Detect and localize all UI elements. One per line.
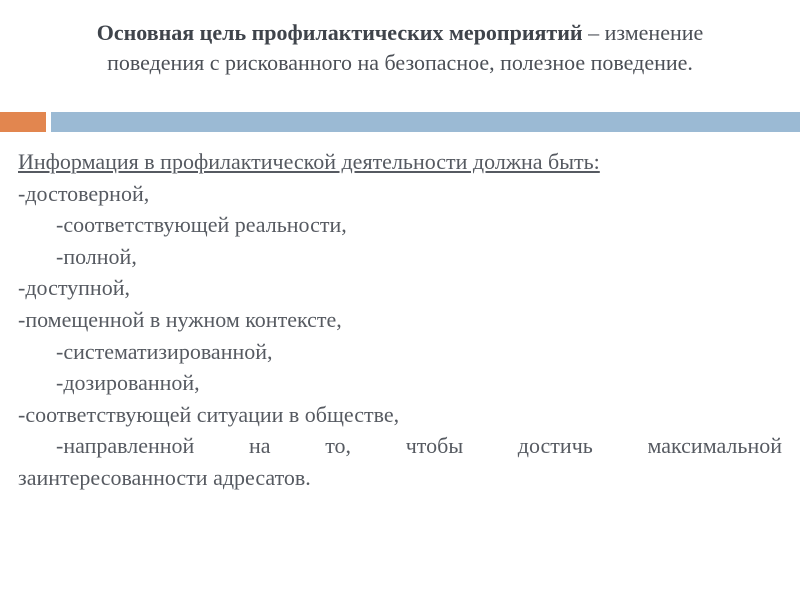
title-line-1	[20, 18, 780, 48]
list-item-directed-continuation: заинтересованности адресатов.	[18, 464, 311, 490]
list-item-reliable: -достоверной,	[18, 180, 150, 206]
slide-body	[18, 146, 782, 494]
list-item-context: -помещенной в нужном контексте,	[18, 306, 342, 332]
title-line-2: поведения с рискованного на безопасное, полезное поведение.	[107, 50, 693, 75]
title-rest: – изменение	[582, 20, 704, 45]
slide-title	[20, 18, 780, 78]
list-item-society: -соответствующей ситуации в обществе,	[18, 401, 400, 427]
list-item-reality: -соответствующей реальности,	[56, 212, 347, 238]
list-item-dosed: -дозированной,	[56, 370, 200, 396]
accent-bar-blue	[51, 112, 800, 132]
body-heading: Информация в профилактической деятельности должна быть:	[18, 149, 600, 174]
list-item-complete: -полной,	[56, 243, 137, 269]
list-item-directed: -направленной на то, чтобы достичь максимальной	[56, 433, 782, 459]
accent-bar-orange	[0, 112, 46, 132]
title-bold: Основная цель профилактических мероприятий	[96, 20, 583, 45]
list-item-systematized: -систематизированной,	[56, 338, 273, 364]
list-item-accessible: -доступной,	[18, 275, 130, 301]
